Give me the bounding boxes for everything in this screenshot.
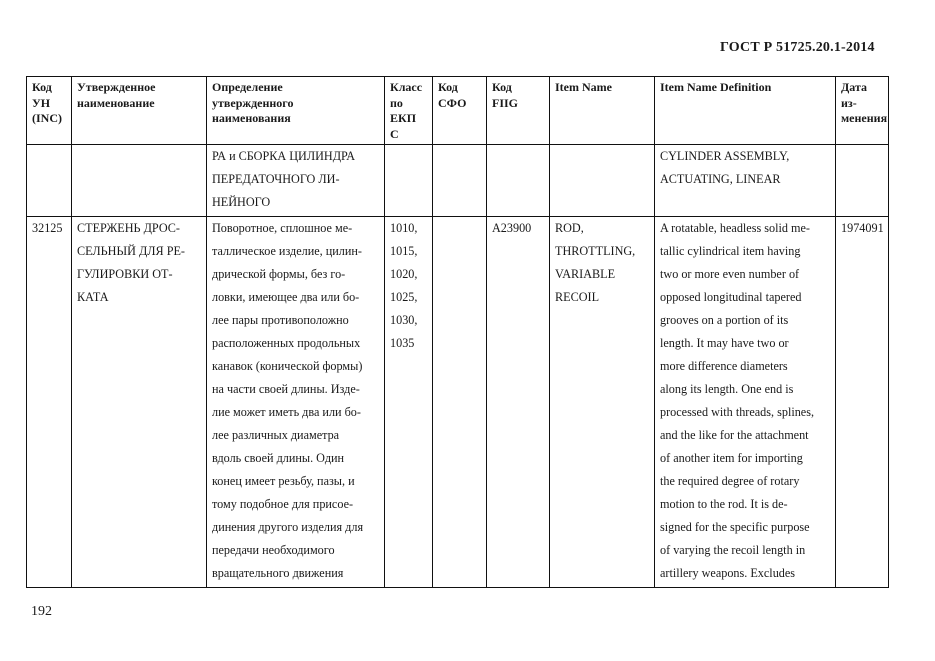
- cell-sfo: [433, 217, 487, 588]
- catalog-table: [26, 76, 889, 588]
- cell-change-date: [836, 145, 889, 217]
- document-code: ГОСТ Р 51725.20.1-2014: [720, 40, 875, 55]
- header-inc: Код УН (INC): [27, 77, 72, 145]
- cell-approved-name: СТЕРЖЕНЬ ДРОС- СЕЛЬНЫЙ ДЛЯ РЕ- ГУЛИРОВКИ ОТ- КАТА: [72, 217, 207, 588]
- table-row: [27, 217, 889, 588]
- header-change-date: Дата из- менения: [836, 77, 889, 145]
- cell-item-name: ROD, THROTTLING, VARIABLE RECOIL: [550, 217, 655, 588]
- table-header-row: [27, 77, 889, 145]
- cell-approved-name: [72, 145, 207, 217]
- page-number: 192: [31, 604, 52, 619]
- header-sfo: Код СФО: [433, 77, 487, 145]
- table-row: [27, 145, 889, 217]
- cell-fiig: A23900: [487, 217, 550, 588]
- header-approved-name: Утвержденное наименование: [72, 77, 207, 145]
- cell-definition: Поворотное, сплошное ме- таллическое изделие, цилин- дрической формы, без го- ловки, имеющее два или бо- лее пары противоположно расположенных продольных канавок (конической формы) на части своей длины. Изде- лие может иметь два или бо- лее различных диаметра вдоль своей длины. Один конец имеет резьбу, пазы, и тому подобное для присое- динения другого изделия для передачи необходимого вращательного движения: [207, 217, 385, 588]
- cell-class: 1010, 1015, 1020, 1025, 1030, 1035: [385, 217, 433, 588]
- cell-inc: [27, 145, 72, 217]
- cell-definition: РА и СБОРКА ЦИЛИНДРА ПЕРЕДАТОЧНОГО ЛИ- НЕЙНОГО: [207, 145, 385, 217]
- header-fiig: Код FIIG: [487, 77, 550, 145]
- cell-change-date: 1974091: [836, 217, 889, 588]
- cell-fiig: [487, 145, 550, 217]
- cell-class: [385, 145, 433, 217]
- header-class: Класс по ЕКП С: [385, 77, 433, 145]
- cell-inc: 32125: [27, 217, 72, 588]
- header-item-name: Item Name: [550, 77, 655, 145]
- cell-item-name-definition: CYLINDER ASSEMBLY, ACTUATING, LINEAR: [655, 145, 836, 217]
- cell-sfo: [433, 145, 487, 217]
- header-item-name-definition: Item Name Definition: [655, 77, 836, 145]
- header-definition: Определение утвержденного наименования: [207, 77, 385, 145]
- cell-item-name-definition: A rotatable, headless solid me- tallic cylindrical item having two or more even number of opposed longitudinal tapered grooves on a portion of its length. It may have two or more difference diameters along its length. One end is processed with threads, splines, and the like for the attachment of another item for importing the required degree of rotary motion to the rod. It is de- signed for the specific purpose of varying the recoil length in artillery weapons. Excludes: [655, 217, 836, 588]
- cell-item-name: [550, 145, 655, 217]
